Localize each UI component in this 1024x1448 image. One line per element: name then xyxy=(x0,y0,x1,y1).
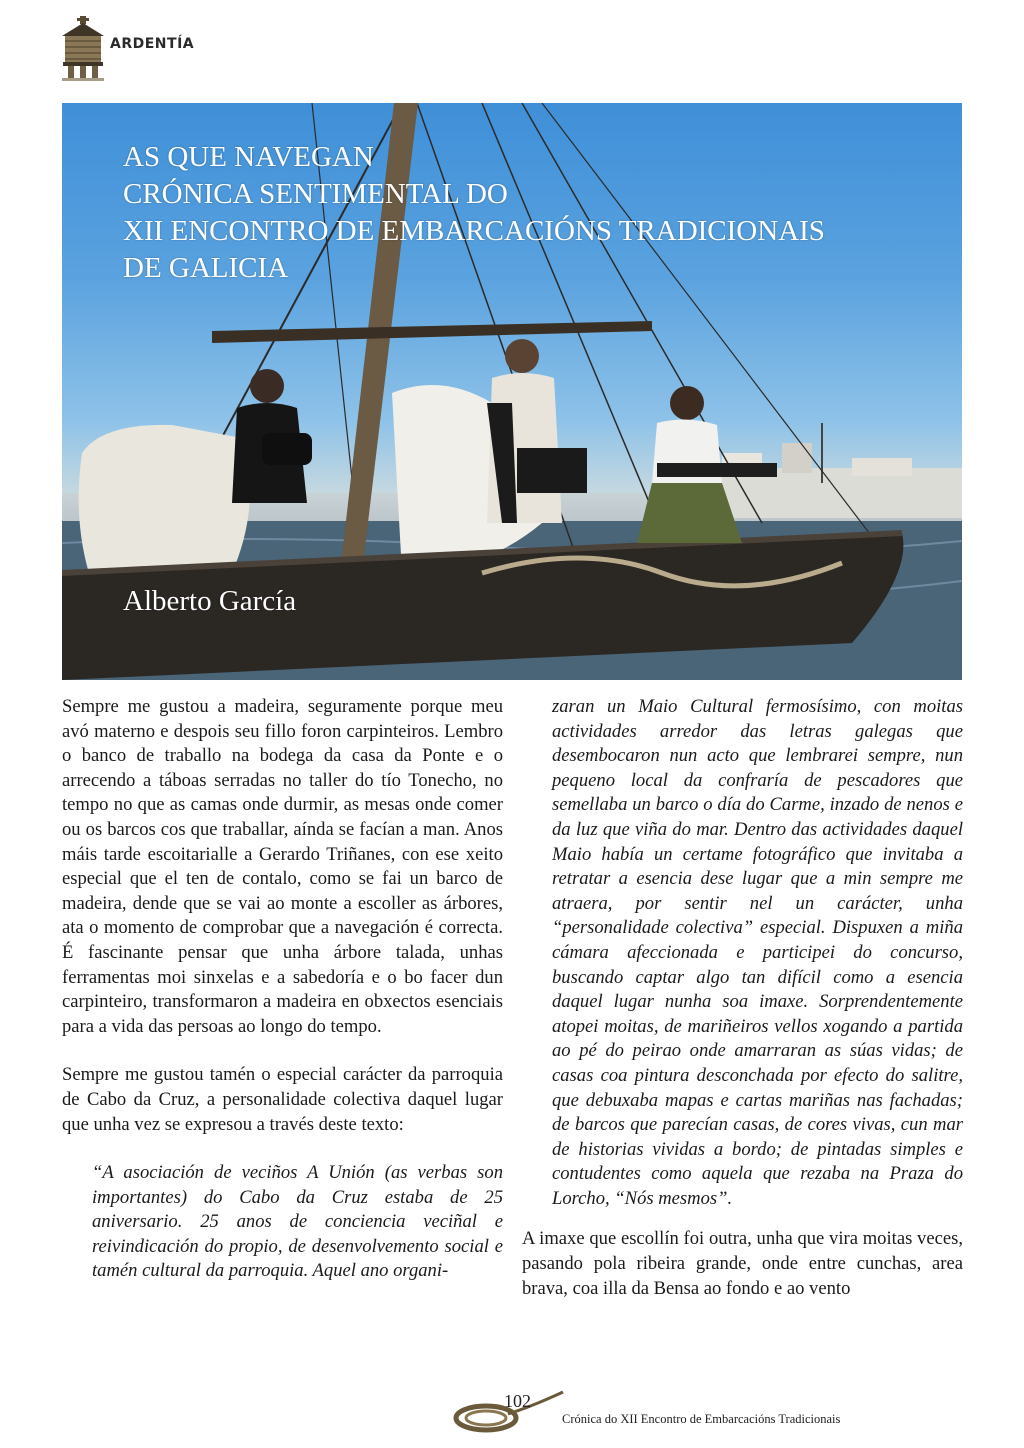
page-number: 102 xyxy=(504,1391,531,1411)
magazine-brand: ARDENTÍA xyxy=(110,36,195,52)
page-header xyxy=(60,14,360,84)
block-quote: “A asociación de veciños A Unión (as verbas son importantes) do Cabo da Cruz estaba de 25 aniversario. 25 anos de conciencia veciñal e reivindicación do propio, de desenvolvemento social e tamén cultural da parroquia. Aquel ano organi- xyxy=(92,1162,503,1282)
running-footer-title: Crónica do XII Encontro de Embarcacións Tradicionais xyxy=(562,1412,841,1426)
article-title-line: CRÓNICA SENTIMENTAL DO xyxy=(123,178,508,210)
left-column xyxy=(62,695,503,1284)
body-paragraph: A imaxe que escollín foi outra, unha que vira moitas veces, pasando pola ribeira grande, onde entre cunchas, area brava, coa illa da Bensa ao fondo e ao vento xyxy=(522,1228,963,1299)
right-column xyxy=(522,695,963,1301)
hero-photo xyxy=(62,103,962,680)
body-paragraph: Sempre me gustou tamén o especial carácter da parroquia de Cabo da Cruz, a personalidade colectiva daquel lugar que unha vez se expresou a través deste texto: xyxy=(62,1064,503,1135)
article-title-line: XII ENCONTRO DE EMBARCACIÓNS TRADICIONAIS xyxy=(123,215,825,247)
article-title xyxy=(123,139,825,287)
article-title-line: DE GALICIA xyxy=(123,252,289,284)
horreo-granary-logo-icon xyxy=(60,14,106,82)
body-paragraph: Sempre me gustou a madeira, seguramente porque meu avó materno e despois seu fillo foron carpinteiros. Lembro o banco de traballo na bodega da casa da Ponte e o arrecendo a táboas serradas no taller do tío Tonecho, no tempo no que as camas onde durmir, as mesas onde comer ou os barcos cos que traballar, aínda se facían a man. Anos máis tarde escoitarialle a Gerardo Triñanes, con ese xeito especial que el ten de contalo, como se fai un barco de madeira, dende que se vai ao monte a escoller as árbores, ata o momento de comprobar que a navegación é correcta. É fascinante pensar que unha árbore talada, unhas ferramentas moi sinxelas e a sabedoría e o bo facer dun carpinteiro, transformaron a madeira en obxectos esenciais para a vida das persoas ao longo do tempo. xyxy=(62,696,503,1037)
article-title-line: AS QUE NAVEGAN xyxy=(123,141,374,173)
block-quote-continued: zaran un Maio Cultural fermosísimo, con moitas actividades arredor das letras galegas que desembocaron nun acto que lembrarei sempre, nun pequeno local da confraría de pescadores que semellaba un barco o día do Carme, inzado de nenos e da luz que viña do mar. Dentro das actividades daquel Maio había un certame fotográfico que invitaba a retratar a esencia dese lugar que a min sempre me atraera, por sentir nel un carácter, unha “personalidade colectiva” especial. Dispuxen a miña cámara afeccionada e participei do concurso, buscando captar algo tan difícil como a esencia daquel lugar nunha soa imaxe. Sorprendentemente atopei moitas, de mariñeiros vellos xogando a partida ao pé do peirao onde amarraran as súas vidas; de casas coa pintura desconchada por efecto do salitre, que debuxaba mapas e cartas mariñas nas fachadas; de barcos que parecían casas, de cores vivas, cun mar de historias vividas a bordo; de pintadas simples e contudentes como aquela que rezaba na Praza do Lorcho, “Nós mesmos”. xyxy=(552,696,963,1209)
article-author: Alberto García xyxy=(123,585,297,617)
